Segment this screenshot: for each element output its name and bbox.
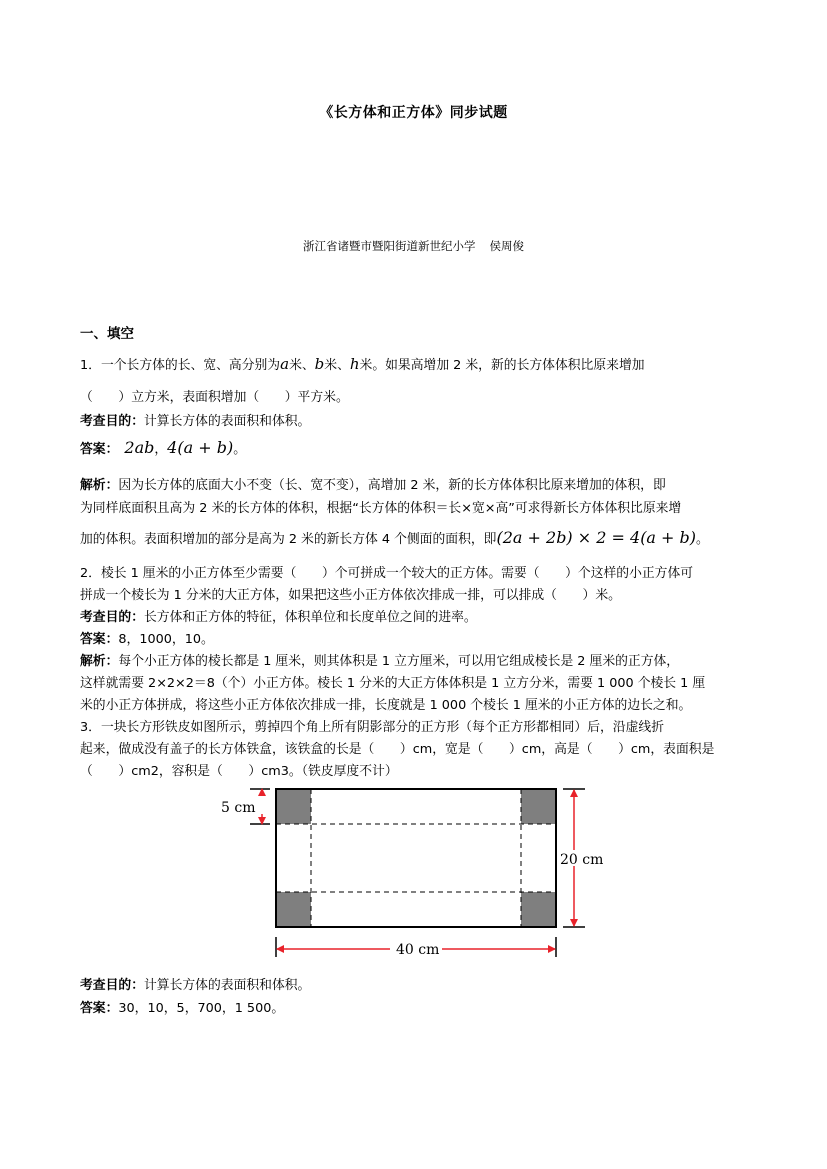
author-line bbox=[0, 238, 827, 254]
q3-line2: 起来，做成没有盖子的长方体铁盒，该铁盒的长是（ ）cm，宽是（ ）cm，高是（ ）cm，表面积是 bbox=[80, 742, 715, 757]
analysis-text: 加的体积。表面积增加的部分是高为 2 米的新长方体 4 个侧面的面积，即 bbox=[80, 532, 497, 547]
q1-var-h: h bbox=[349, 355, 360, 373]
answer-math-2: 4(a + b) bbox=[167, 438, 234, 457]
answer-label: 答案： bbox=[80, 442, 119, 457]
analysis-text: 每个小正方体的棱长都是 1 厘米，则其体积是 1 立方厘米，可以用它组成棱长是 2 厘米的正方体， bbox=[118, 654, 680, 669]
analysis-label: 解析： bbox=[80, 478, 119, 493]
answer-label: 答案： bbox=[80, 632, 119, 647]
analysis-formula: (2a + 2b) × 2 = 4(a + b) bbox=[496, 528, 697, 547]
sheet-outline bbox=[276, 789, 556, 927]
q1-analysis-l2: 为同样底面积且高为 2 米的长方体的体积，根据“长方体的体积＝长×宽×高”可求得新长方体体积比原来增 bbox=[80, 501, 682, 516]
answer-sep: ， bbox=[154, 442, 168, 457]
q1-sep1: 米、 bbox=[289, 358, 315, 373]
q3-line1: 3．一块长方形铁皮如图所示，剪掉四个角上所有阴影部分的正方形（每个正方形都相同）后，沿虚线折 bbox=[80, 720, 665, 735]
corner-square-bl bbox=[276, 892, 311, 927]
author-name: 侯周俊 bbox=[489, 239, 524, 253]
answer-text: 8，1000，10。 bbox=[118, 632, 214, 647]
corner-square-tl bbox=[276, 789, 311, 824]
q2-line2: 拼成一个棱长为 1 分米的大正方体，如果把这些小正方体依次排成一排，可以排成（ ）米。 bbox=[80, 588, 621, 603]
q2-line1: 2．棱长 1 厘米的小正方体至少需要（ ）个可拼成一个较大的正方体。需要（ ）个这样的小正方体可 bbox=[80, 566, 694, 581]
section-heading: 一、填空 bbox=[80, 326, 134, 342]
q1-line2: （ ）立方米，表面积增加（ ）平方米。 bbox=[80, 390, 349, 405]
q3-answer bbox=[80, 997, 755, 1016]
answer-text: 30，10，5，700，1 500。 bbox=[118, 1001, 285, 1016]
q3-figure bbox=[200, 780, 620, 965]
answer-label: 答案： bbox=[80, 1001, 119, 1016]
label-width: 40 cm bbox=[396, 942, 440, 958]
q2-analysis-l3: 米的小正方体拼成，将这些小正方体依次排成一排，长度就是 1 000 个棱长 1 厘米的小正方体的边长之和。 bbox=[80, 698, 692, 713]
answer-math-1: 2ab bbox=[124, 438, 155, 457]
q2-answer bbox=[80, 628, 755, 647]
analysis-label: 解析： bbox=[80, 654, 119, 669]
corner-square-tr bbox=[521, 789, 556, 824]
q1-line1 bbox=[80, 354, 755, 373]
analysis-end: 。 bbox=[696, 532, 709, 547]
purpose-label: 考查目的： bbox=[80, 414, 144, 429]
q1-text-b: 米。如果高增加 2 米，新的长方体体积比原来增加 bbox=[359, 358, 645, 373]
corner-square-br bbox=[521, 892, 556, 927]
q1-analysis-l3 bbox=[80, 528, 755, 547]
purpose-label: 考查目的： bbox=[80, 610, 144, 625]
q1-analysis-l1 bbox=[80, 474, 755, 493]
label-side: 5 cm bbox=[221, 800, 256, 816]
q1-var-a: a bbox=[280, 355, 290, 373]
q1-var-b: b bbox=[314, 355, 325, 373]
q1-text-a: 1．一个长方体的长、宽、高分别为 bbox=[80, 358, 281, 373]
answer-end: 。 bbox=[233, 442, 246, 457]
purpose-text: 计算长方体的表面积和体积。 bbox=[143, 414, 311, 429]
purpose-text: 长方体和正方体的特征，体积单位和长度单位之间的进率。 bbox=[143, 610, 477, 625]
q1-answer bbox=[80, 438, 755, 457]
label-height: 20 cm bbox=[560, 852, 604, 868]
purpose-label: 考查目的： bbox=[80, 978, 144, 993]
q1-sep2: 米、 bbox=[324, 358, 350, 373]
page-title: 《长方体和正方体》同步试题 bbox=[319, 105, 508, 121]
q3-line3: （ ）cm2，容积是（ ）cm3。（铁皮厚度不计） bbox=[80, 764, 398, 779]
analysis-text: 因为长方体的底面大小不变（长、宽不变），高增加 2 米，新的长方体体积比原来增加的体积，即 bbox=[118, 478, 666, 493]
q2-analysis-l2: 这样就需要 2×2×2＝8（个）小正方体。棱长 1 分米的大正方体体积是 1 立方分米，需要 1 000 个棱长 1 厘 bbox=[80, 676, 706, 691]
q2-analysis-l1 bbox=[80, 650, 755, 669]
purpose-text: 计算长方体的表面积和体积。 bbox=[143, 978, 311, 993]
author-school: 浙江省诸暨市暨阳街道新世纪小学 bbox=[303, 239, 476, 253]
q1-purpose bbox=[80, 410, 755, 429]
q3-purpose bbox=[80, 974, 755, 993]
q2-purpose bbox=[80, 606, 755, 625]
